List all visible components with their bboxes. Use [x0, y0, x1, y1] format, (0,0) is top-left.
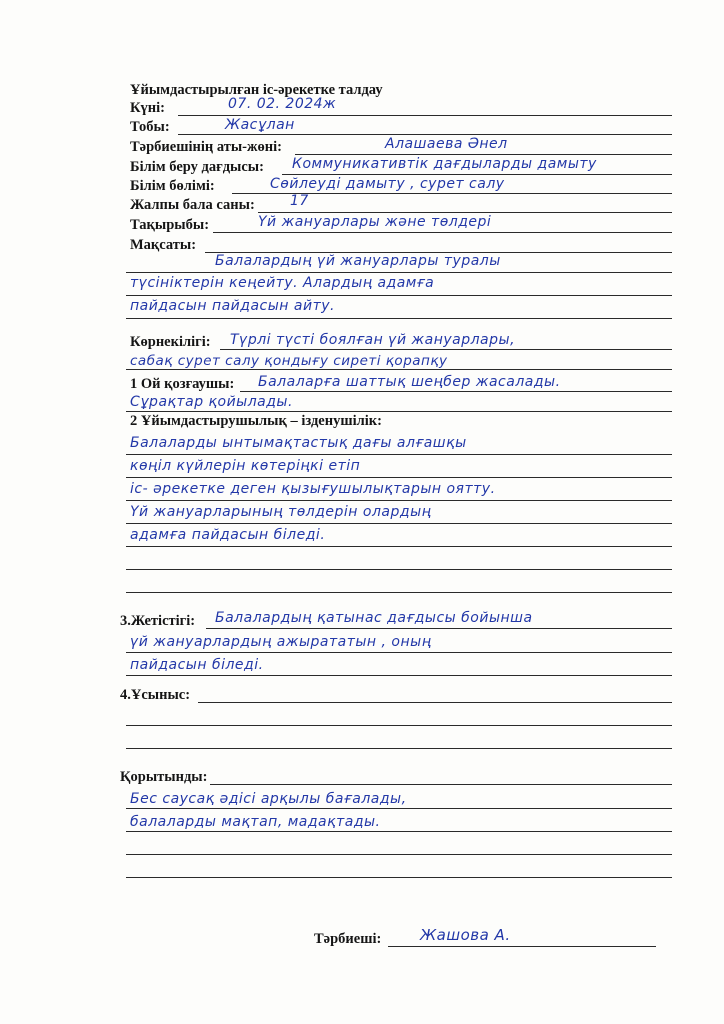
visual-text-2: сабақ сурет салу қондығу сиреті қорапқу: [130, 353, 448, 369]
section-value: Сөйлеуді дамыту , сурет салу: [270, 176, 505, 192]
stage2-line-7: [126, 592, 672, 593]
goal-line-4: [126, 318, 672, 319]
stage2-text-2: көңіл күйлерін көтеріңкі етіп: [130, 458, 361, 474]
teacher-label: Тәрбиешінің аты-жөні:: [130, 139, 282, 155]
signature-line: [388, 946, 656, 947]
teacher-value: Алашаева Әнел: [385, 136, 508, 152]
conclusion-line-5: [126, 877, 672, 878]
stage1-line-2: [126, 411, 672, 412]
form-title: Ұйымдастырылған іс-әрекетке талдау: [130, 82, 383, 98]
stage3-text-1: Балалардың қатынас дағдысы бойынша: [215, 610, 533, 626]
stage2-line-3: [126, 500, 672, 501]
conclusion-line-3: [126, 831, 672, 832]
stage2-line-1: [126, 454, 672, 455]
stage2-text-5: адамға пайдасын біледі.: [130, 527, 326, 543]
stage3-line-2: [126, 652, 672, 653]
count-value: 17: [290, 193, 309, 209]
goal-text-1: Балалардың үй жануарлары туралы: [215, 253, 501, 269]
stage3-label: 3.Жетістігі:: [120, 613, 196, 629]
stage3-text-2: үй жануарлардың ажырататын , оның: [130, 634, 432, 650]
section-label: Білім бөлімі:: [130, 178, 215, 194]
stage3-text-3: пайдасын біледі.: [130, 657, 264, 673]
date-label: Күні:: [130, 100, 165, 116]
goal-line-3: [126, 295, 672, 296]
conclusion-line-1: [210, 784, 672, 785]
goal-label: Мақсаты:: [130, 237, 197, 253]
group-value: Жасұлан: [225, 117, 295, 133]
goal-line-2: [126, 272, 672, 273]
stage2-line-2: [126, 477, 672, 478]
stage2-label: 2 Ұйымдастырушылық – ізденушілік:: [130, 413, 382, 429]
stage3-line-1: [206, 628, 672, 629]
conclusion-line-2: [126, 808, 672, 809]
conclusion-line-4: [126, 854, 672, 855]
signature-label: Тәрбиеші:: [314, 931, 382, 947]
stage4-line-3: [126, 748, 672, 749]
skill-label: Білім беру дағдысы:: [130, 159, 264, 175]
date-value: 07. 02. 2024ж: [228, 96, 337, 112]
conclusion-label: Қорытынды:: [120, 769, 208, 785]
stage2-text-4: Үй жануарларының төлдерін олардың: [130, 504, 432, 520]
topic-value: Үй жануарлары және төлдері: [258, 214, 492, 230]
stage2-text-3: іс- әрекетке деген қызығушылықтарын оятту.: [130, 481, 496, 497]
goal-text-2: түсініктерін кеңейту. Алардың адамға: [130, 275, 435, 291]
stage2-line-6: [126, 569, 672, 570]
goal-text-3: пайдасын пайдасын айту.: [130, 298, 335, 314]
stage4-line-2: [126, 725, 672, 726]
topic-line: [213, 232, 672, 233]
count-label: Жалпы бала саны:: [130, 197, 255, 213]
group-label: Тобы:: [130, 119, 170, 135]
visual-line-1: [220, 349, 672, 350]
stage3-line-3: [126, 675, 672, 676]
stage1-text-2: Сұрақтар қойылады.: [130, 394, 293, 410]
stage1-text-1: Балаларға шаттық шеңбер жасалады.: [258, 374, 561, 390]
skill-value: Коммуникативтік дағдыларды дамыту: [292, 156, 597, 172]
conclusion-text-2: балаларды мақтап, мадақтады.: [130, 814, 381, 830]
signature-value: Жашова А.: [420, 926, 511, 944]
stage1-label: 1 Ой қозғаушы:: [130, 376, 235, 392]
conclusion-text-1: Бес саусақ әдісі арқылы бағалады,: [130, 791, 407, 807]
visual-label: Көрнекілігі:: [130, 334, 211, 350]
visual-text-1: Түрлі түсті боялған үй жануарлары,: [230, 332, 516, 348]
stage4-label: 4.Ұсыныс:: [120, 687, 191, 703]
topic-label: Тақырыбы:: [130, 217, 210, 233]
stage2-line-4: [126, 523, 672, 524]
stage4-line-1: [198, 702, 672, 703]
stage1-line-1: [240, 391, 672, 392]
stage2-line-5: [126, 546, 672, 547]
stage2-text-1: Балаларды ынтымақтастық дағы алғашқы: [130, 435, 467, 451]
